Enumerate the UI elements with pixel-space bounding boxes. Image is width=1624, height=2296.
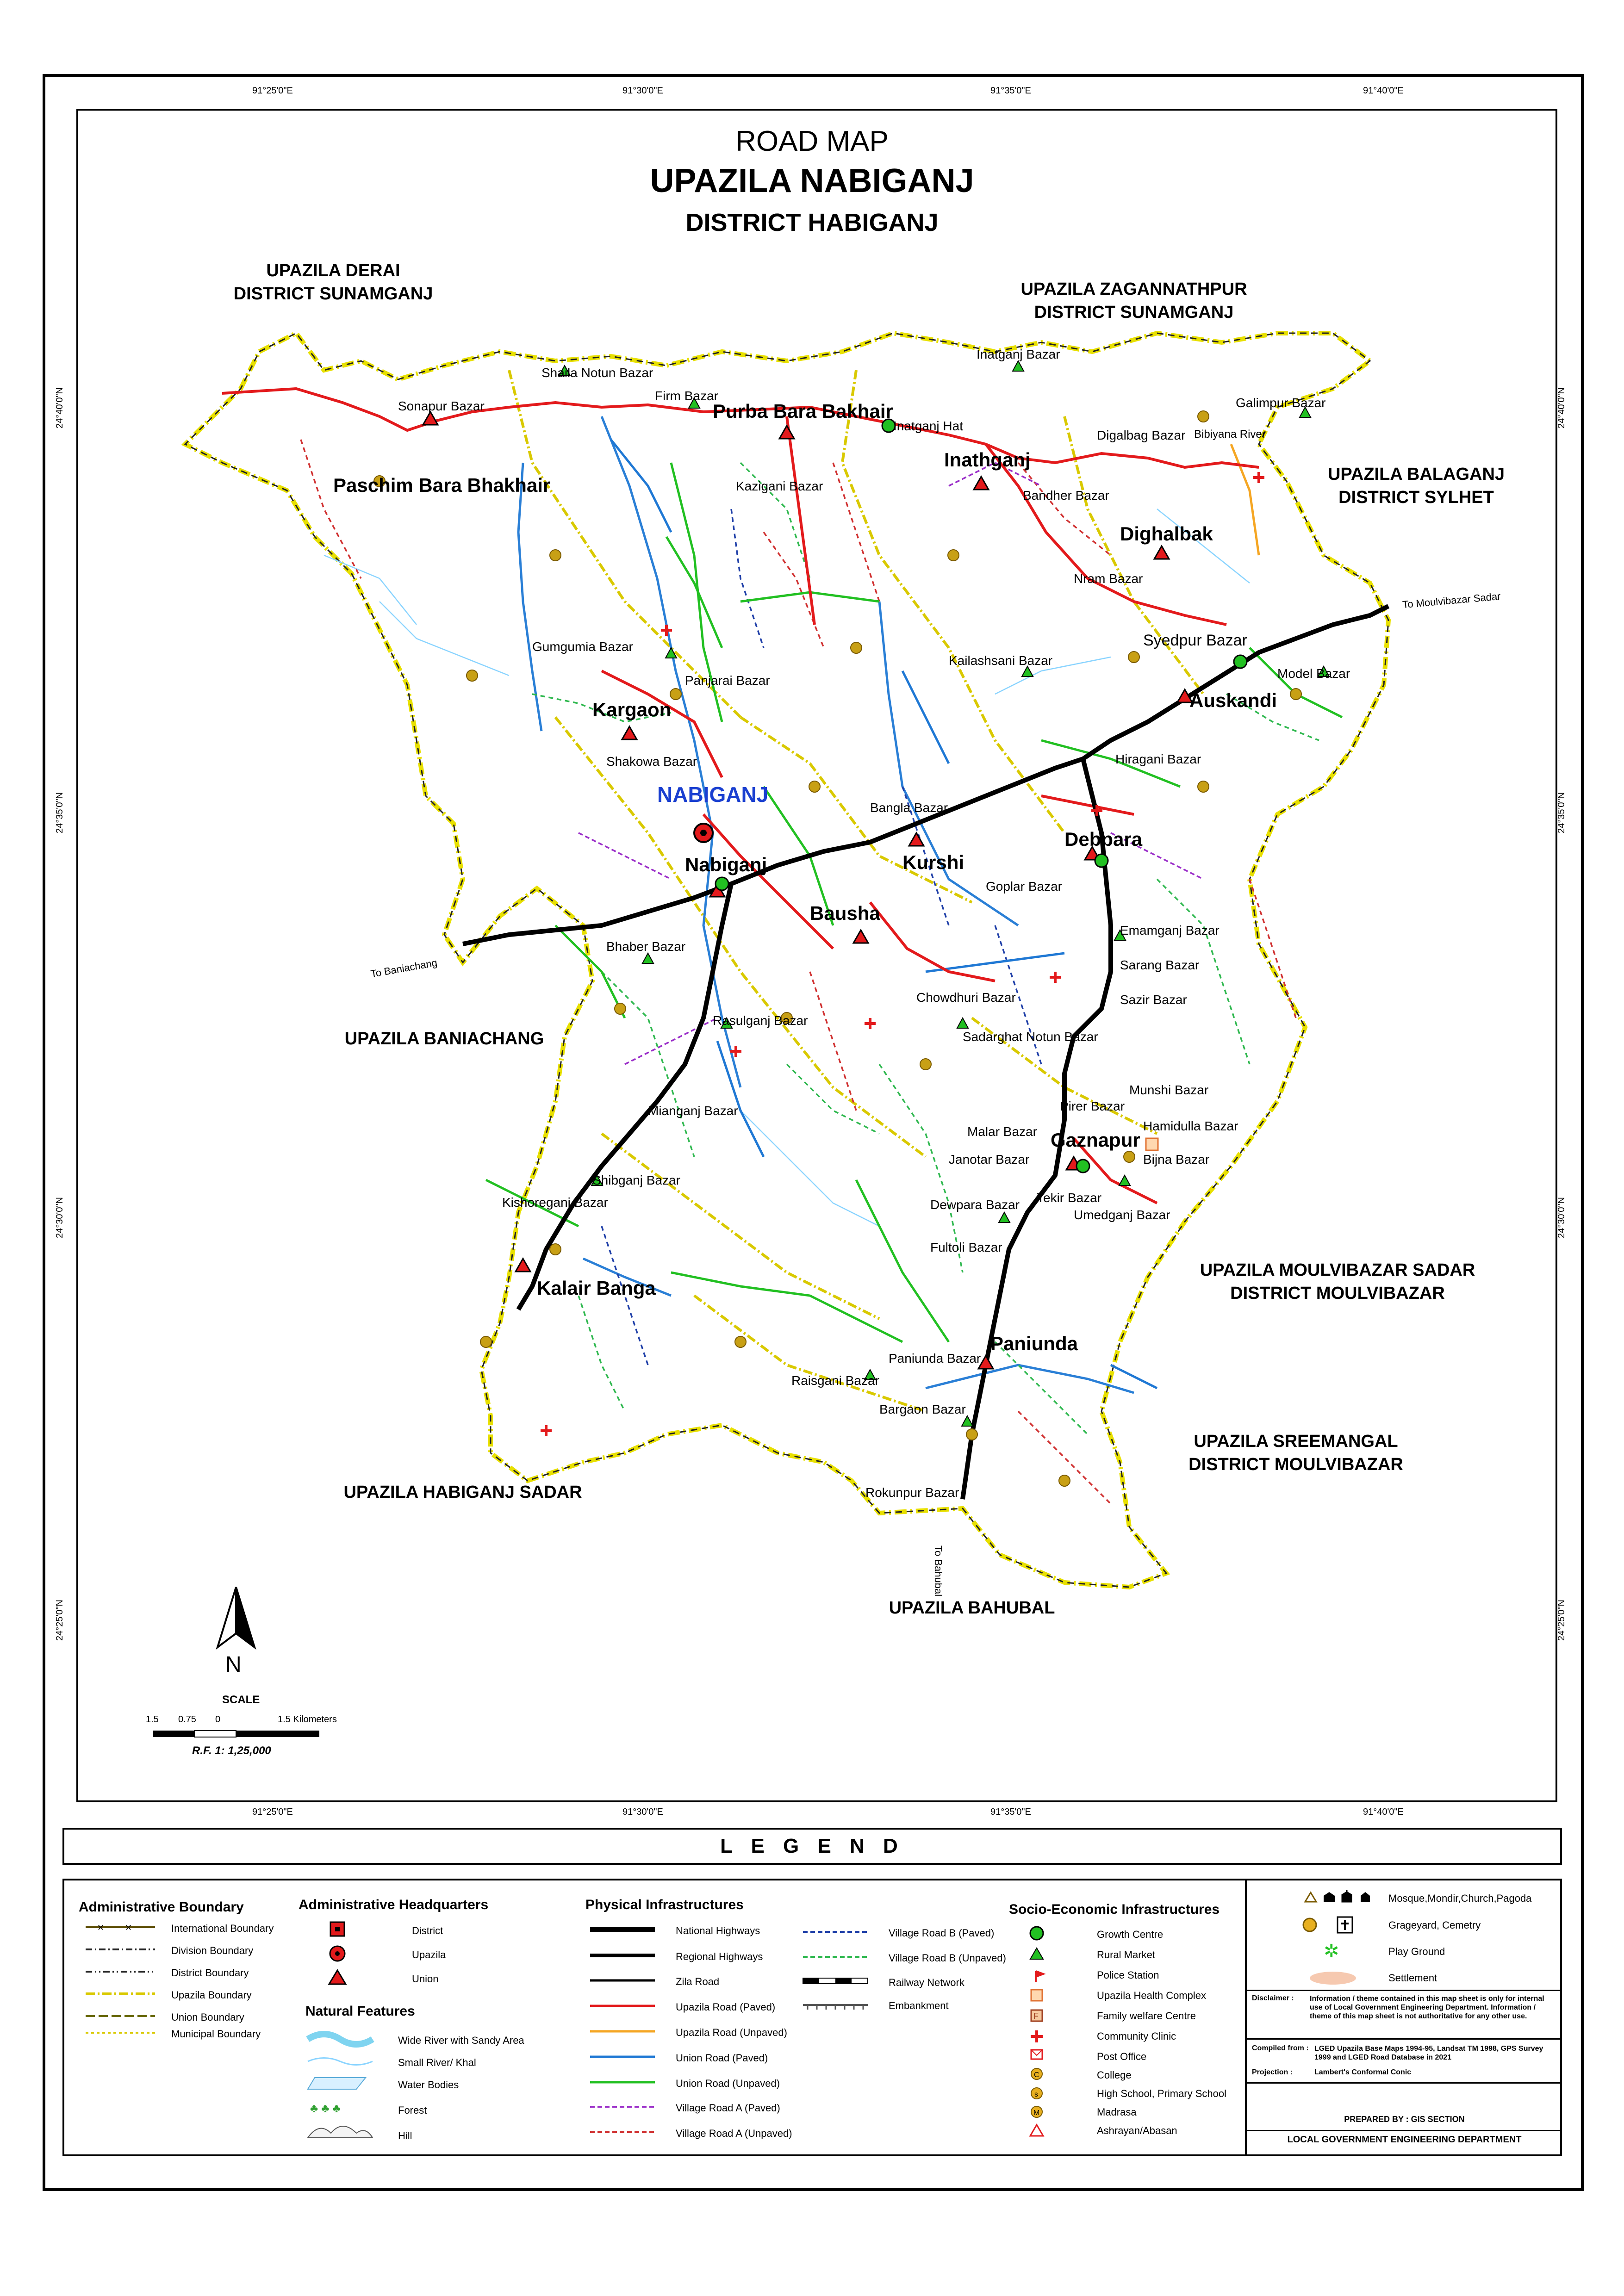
map-title-road-map: ROAD MAP: [735, 125, 889, 157]
place-kishoreganj-bazar: Kishoreganj Bazar: [502, 1195, 608, 1210]
prepared-by: PREPARED BY : GIS SECTION: [1344, 2115, 1465, 2124]
place-galimpur-bazar: Galimpur Bazar: [1236, 396, 1326, 410]
legend-admin-boundary-title: Administrative Boundary: [79, 1899, 244, 1915]
union-label-auskandi: Auskandi: [1189, 689, 1277, 711]
legend-division-boundary: Division Boundary: [171, 1945, 254, 1956]
place-bargaon-bazar: Bargaon Bazar: [879, 1402, 966, 1416]
scale-title: SCALE: [222, 1694, 260, 1706]
place-bibiyana-river: Bibiyana River: [1194, 428, 1266, 441]
region-habiganj-sadar: UPAZILA HABIGANJ SADAR: [343, 1483, 582, 1502]
region-moulvibazar: UPAZILA MOULVIBAZAR SADAR DISTRICT MOULVIBAZAR: [1200, 1260, 1475, 1303]
place-inatganj-hat: Inatganj Hat: [893, 419, 963, 433]
legend-rural-market: Rural Market: [1097, 1949, 1155, 1961]
legend-physical-title: Physical Infrastructures: [585, 1897, 744, 1912]
place-goplar-bazar: Goplar Bazar: [986, 879, 1062, 894]
place-panjarai-bazar: Panjarai Bazar: [685, 673, 770, 688]
legend-hq-union: Union: [412, 1973, 439, 1985]
legend-community-clinic: Community Clinic: [1097, 2030, 1176, 2042]
coord-left-2: 24°35'0"N: [54, 792, 65, 833]
coord-bottom-3: 91°35'0"E: [990, 1807, 1031, 1817]
coord-top-2: 91°30'0"E: [622, 86, 663, 96]
compiled-text: LGED Upazila Base Maps 1994-95, Landsat TM 1998, GPS Survey 1999 and LGED Road Database in 2021: [1314, 2045, 1543, 2061]
legend-national-highways: National Highways: [676, 1925, 760, 1936]
health-complex-marker: [1146, 1138, 1158, 1150]
legend-settlement: Settlement: [1388, 1972, 1437, 1984]
place-shakowa-bazar: Shakowa Bazar: [606, 754, 697, 769]
place-paniunda-bazar: Paniunda Bazar: [889, 1351, 981, 1365]
upazila-hq-marker: [694, 824, 713, 842]
coord-top-3: 91°35'0"E: [990, 86, 1031, 96]
legend-wide-river: Wide River with Sandy Area: [398, 2035, 524, 2046]
place-bhaber-bazar: Bhaber Bazar: [606, 939, 686, 954]
place-model-bazar: Model Bazar: [1277, 666, 1350, 681]
coord-right-4: 24°25'0"N: [1556, 1600, 1567, 1641]
coord-right-1: 24°40'0"N: [1556, 387, 1567, 428]
coord-left-1: 24°40'0"N: [54, 387, 65, 428]
legend-college: College: [1097, 2069, 1132, 2081]
legend-natural-symbols: [305, 2029, 375, 2149]
place-digalbag-bazar: Digalbag Bazar: [1097, 428, 1186, 442]
union-label-debpara: Debpara: [1064, 828, 1143, 850]
legend-graveyard: Grageyard, Cemetry: [1388, 1919, 1481, 1931]
place-malar-bazar: Malar Bazar: [967, 1124, 1037, 1139]
place-tekir-bazar: Tekir Bazar: [1037, 1191, 1102, 1205]
upazila-area: [185, 333, 1388, 1587]
place-sazir-bazar: Sazir Bazar: [1120, 993, 1187, 1007]
north-label: N: [225, 1652, 242, 1677]
legend-hq-symbols: [324, 1920, 352, 1994]
union-label-bausha: Bausha: [810, 902, 880, 924]
legend-school: High School, Primary School: [1097, 2088, 1227, 2099]
legend-zila-road: Zila Road: [676, 1976, 720, 1987]
region-baniachang: UPAZILA BANIACHANG: [344, 1029, 544, 1049]
legend-union-road-unpaved: Union Road (Unpaved): [676, 2078, 780, 2089]
coord-bottom-2: 91°30'0"E: [622, 1807, 663, 1817]
coord-left-4: 24°25'0"N: [54, 1600, 65, 1641]
region-bahubal: UPAZILA BAHUBAL: [889, 1598, 1055, 1618]
legend-hill: Hill: [398, 2130, 412, 2141]
place-chowdhuri-bazar: Chowdhuri Bazar: [916, 990, 1016, 1005]
legend-village-road-b-paved: Village Road B (Paved): [889, 1927, 995, 1939]
coord-left-3: 24°30'0"N: [54, 1197, 65, 1238]
place-shibganj-bazar: Shibganj Bazar: [592, 1173, 680, 1187]
direction-to-bahubal: To Bahubal: [933, 1545, 944, 1597]
place-bangla-bazar: Bangla Bazar: [870, 800, 948, 815]
place-hamidulla-bazar: Hamidulla Bazar: [1143, 1119, 1238, 1133]
projection-label: Projection :: [1252, 2068, 1293, 2076]
place-shaila-notun-bazar: Shaila Notun Bazar: [541, 366, 653, 380]
coord-right-2: 24°35'0"N: [1556, 792, 1567, 833]
place-rasulganj-bazar: Rasulganj Bazar: [713, 1013, 808, 1028]
direction-to-moulvibazar-sadar: To Moulvibazar Sadar: [1402, 590, 1501, 611]
union-label-gaznapur: Gaznapur: [1051, 1129, 1140, 1151]
place-nram-bazar: Nram Bazar: [1074, 571, 1143, 586]
place-bandher-bazar: Bandher Bazar: [1023, 488, 1109, 503]
region-zagannathpur: UPAZILA ZAGANNATHPUR DISTRICT SUNAMGANJ: [1020, 279, 1247, 322]
scale-tick-4: 1.5 Kilometers: [278, 1714, 337, 1725]
place-raisgani-bazar: Raisgani Bazar: [791, 1373, 879, 1388]
place-emamganj-bazar: Emamganj Bazar: [1120, 923, 1220, 937]
svg-text:M: M: [1033, 2109, 1040, 2117]
legend-admin-hq-title: Administrative Headquarters: [299, 1897, 489, 1912]
scale-tick-3: 0: [215, 1714, 221, 1725]
legend-hq-district: District: [412, 1925, 443, 1936]
legend-water-bodies: Water Bodies: [398, 2079, 459, 2091]
place-umedganj-bazar: Umedganj Bazar: [1074, 1208, 1170, 1222]
disclaimer-label: Disclaimer :: [1252, 1994, 1294, 2002]
place-kailashsani-bazar: Kailashsani Bazar: [949, 653, 1053, 668]
svg-text:s: s: [1034, 2091, 1038, 2098]
legend-international-boundary: International Boundary: [171, 1923, 274, 1934]
legend-socio-symbols: [1023, 1925, 1051, 2142]
legend-village-road-b-unpaved: Village Road B (Unpaved): [889, 1952, 1006, 1964]
union-label-paniunda: Paniunda: [990, 1333, 1078, 1354]
union-label-dighalbak: Dighalbak: [1120, 523, 1213, 545]
scale-bar: [153, 1731, 319, 1737]
legend-road-symbols-2: [801, 1927, 870, 2020]
legend-regional-highways: Regional Highways: [676, 1951, 763, 1962]
place-hiragani-bazar: Hiragani Bazar: [1115, 752, 1201, 766]
legend-upazila-road-unpaved: Upazila Road (Unpaved): [676, 2027, 787, 2038]
union-label-kargaon: Kargaon: [592, 699, 672, 720]
legend-madrasa: Madrasa: [1097, 2106, 1137, 2118]
region-derai: UPAZILA DERAI DISTRICT SUNAMGANJ: [233, 261, 433, 304]
union-label-nabiganj: Nabiganj: [685, 854, 767, 875]
place-fultoli-bazar: Fultoli Bazar: [930, 1240, 1002, 1254]
place-sadarghat-notun-bazar: Sadarghat Notun Bazar: [963, 1030, 1098, 1044]
scale-tick-1: 1.5: [146, 1714, 159, 1725]
scale-tick-2: 0.75: [178, 1714, 196, 1725]
union-label-paschim-bara-bhakhair: Paschim Bara Bhakhair: [333, 474, 551, 496]
legend-small-river: Small River/ Khal: [398, 2057, 476, 2068]
department-name: LOCAL GOVERNMENT ENGINEERING DEPARTMENT: [1287, 2135, 1522, 2145]
legend-misc-symbols: [1296, 1890, 1388, 1987]
legend-union-boundary: Union Boundary: [171, 2011, 244, 2023]
legend-village-road-a-paved: Village Road A (Paved): [676, 2102, 780, 2114]
union-label-inathganj: Inathganj: [944, 449, 1031, 471]
scale-rf: R.F. 1: 1,25,000: [192, 1744, 271, 1757]
legend-mosque: Mosque,Mondir,Church,Pagoda: [1388, 1893, 1532, 1904]
place-sarang-bazar: Sarang Bazar: [1120, 958, 1200, 972]
coord-right-3: 24°30'0"N: [1556, 1197, 1567, 1238]
place-rokunpur-bazar: Rokunpur Bazar: [865, 1485, 959, 1500]
coord-top-4: 91°40'0"E: [1363, 86, 1404, 96]
legend-union-road-paved: Union Road (Paved): [676, 2052, 768, 2064]
legend-upazila-boundary: Upazila Boundary: [171, 1989, 252, 2001]
upazila-label-nabiganj: NABIGANJ: [657, 782, 769, 807]
coord-bottom-1: 91°25'0"E: [252, 1807, 293, 1817]
coord-bottom-4: 91°40'0"E: [1363, 1807, 1404, 1817]
svg-text:✕: ✕: [97, 1923, 105, 1932]
legend-hq-upazila: Upazila: [412, 1949, 446, 1961]
legend-header: L E G E N D: [62, 1828, 1562, 1865]
place-sonapur-bazar: Sonapur Bazar: [398, 399, 485, 413]
legend-playground: Play Ground: [1388, 1946, 1445, 1957]
legend-embankment: Embankment: [889, 2000, 949, 2011]
place-firm-bazar: Firm Bazar: [655, 389, 718, 403]
compiled-label: Compiled from :: [1252, 2044, 1309, 2052]
legend-note-divider-4: [1247, 2130, 1562, 2131]
union-label-purba-bara-bakhair: Purba Bara Bakhair: [713, 400, 893, 422]
legend-railway-network: Railway Network: [889, 1977, 964, 1988]
place-inatganj-bazar: Inatganj Bazar: [977, 347, 1060, 361]
place-bijna-bazar: Bijna Bazar: [1143, 1152, 1210, 1167]
legend-police-station: Police Station: [1097, 1969, 1159, 1981]
legend-family-welfare: Family welfare Centre: [1097, 2010, 1196, 2022]
region-balaganj: UPAZILA BALAGANJ DISTRICT SYLHET: [1327, 465, 1505, 507]
legend-health-complex: Upazila Health Complex: [1097, 1990, 1206, 2001]
union-label-kurshi: Kurshi: [902, 851, 964, 873]
place-kazigani-bazar: Kazigani Bazar: [736, 479, 823, 493]
place-dewpara-bazar: Dewpara Bazar: [930, 1198, 1020, 1212]
legend-road-symbols: [588, 1925, 657, 2156]
place-gumgumia-bazar: Gumgumia Bazar: [532, 639, 633, 654]
legend-boundary-symbols: [83, 1920, 157, 2036]
legend-note-divider-1: [1247, 1990, 1562, 1991]
svg-text:C: C: [1034, 2071, 1039, 2079]
legend-note-divider-3: [1247, 2082, 1562, 2084]
legend-ashrayan: Ashrayan/Abasan: [1097, 2125, 1177, 2136]
direction-to-baniachang: To Baniachang: [369, 956, 438, 980]
coord-top-1: 91°25'0"E: [252, 86, 293, 96]
svg-text:✲: ✲: [1324, 1941, 1339, 1962]
place-janotar-bazar: Janotar Bazar: [949, 1152, 1030, 1167]
north-arrow-icon: [218, 1587, 255, 1647]
svg-text:F: F: [1033, 2011, 1039, 2021]
legend-note-divider-2: [1247, 2038, 1562, 2040]
legend-district-boundary: District Boundary: [171, 1967, 249, 1979]
projection-text: Lambert's Conformal Conic: [1314, 2068, 1412, 2076]
legend-socio-title: Socio-Economic Infrastructures: [1009, 1902, 1220, 1917]
map-title-district: DISTRICT HABIGANJ: [685, 209, 939, 236]
place-pirer-bazar: Pirer Bazar: [1060, 1099, 1125, 1113]
disclaimer-text: Information / theme contained in this map sheet is only for internal use of Local Government Engineering Department. Information / theme of this map sheet is not authoritative for any other use.: [1310, 1995, 1544, 2020]
map-title-upazila: UPAZILA NABIGANJ: [650, 162, 974, 199]
region-sreemangal: UPAZILA SREEMANGAL DISTRICT MOULVIBAZAR: [1188, 1432, 1403, 1474]
svg-text:♣ ♣ ♣: ♣ ♣ ♣: [310, 2101, 341, 2115]
place-mianganj-bazar: Mianganj Bazar: [648, 1104, 738, 1118]
legend-village-road-a-unpaved: Village Road A (Unpaved): [676, 2128, 792, 2139]
legend-municipal-boundary: Municipal Boundary: [171, 2028, 261, 2040]
place-munshi-bazar: Munshi Bazar: [1129, 1083, 1209, 1097]
legend-post-office: Post Office: [1097, 2051, 1147, 2062]
svg-text:✕: ✕: [125, 1923, 132, 1932]
legend-upazila-road-paved: Upazila Road (Paved): [676, 2001, 776, 2013]
legend-growth-centre: Growth Centre: [1097, 1929, 1164, 1940]
union-label-kalair-banga: Kalair Banga: [537, 1277, 656, 1299]
legend-forest: Forest: [398, 2104, 427, 2116]
legend-natural-title: Natural Features: [305, 2004, 415, 2019]
union-label-syedpur-bazar: Syedpur Bazar: [1143, 632, 1247, 649]
